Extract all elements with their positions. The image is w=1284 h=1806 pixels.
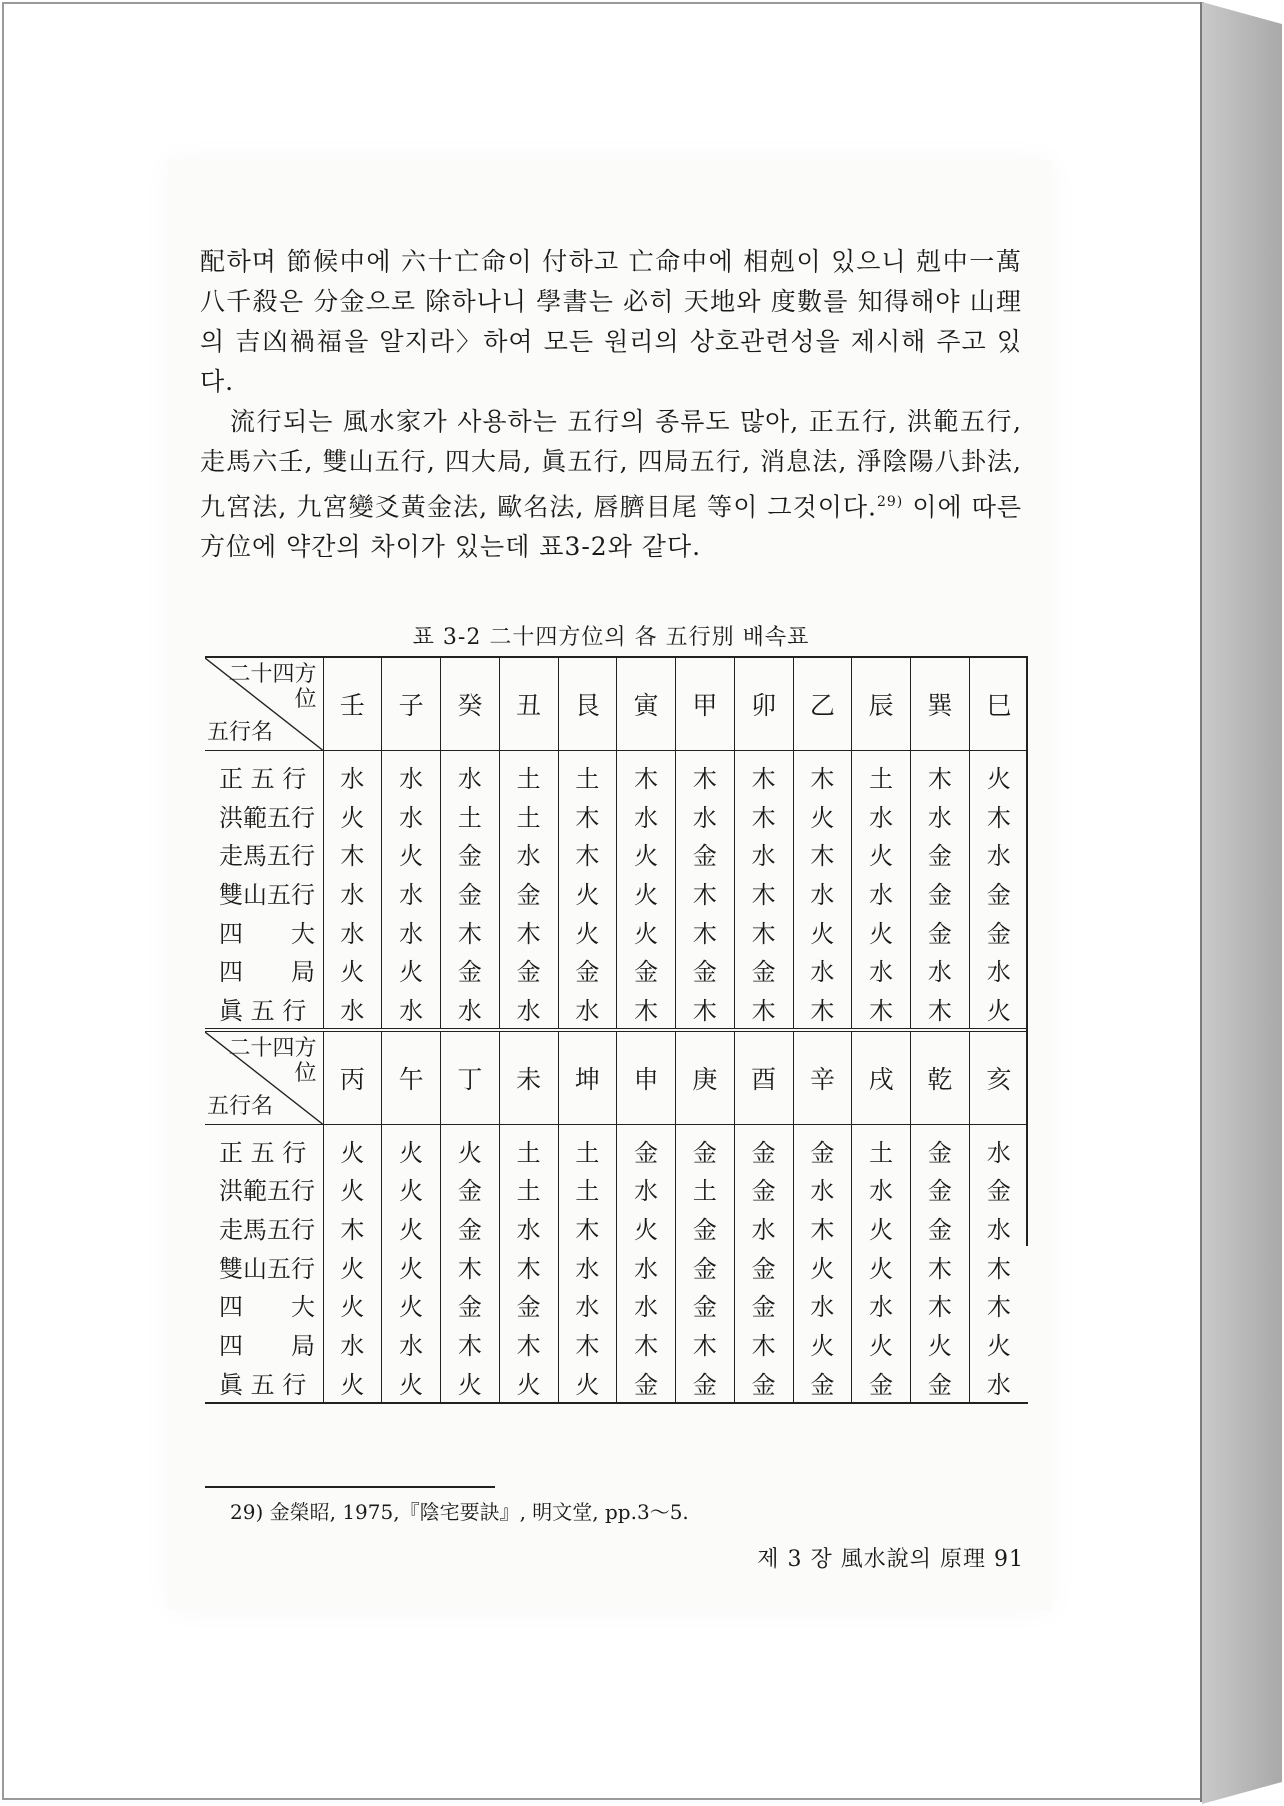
direction-header-cell: 巳 (969, 657, 1028, 751)
direction-header-cell: 亥 (969, 1030, 1028, 1125)
element-cell: 金 (734, 1286, 793, 1325)
element-row (205, 757, 1028, 796)
element-cell: 水 (969, 950, 1028, 989)
table-caption: 표 3-2 二十四方位의 各 五行別 배속표 (412, 625, 810, 650)
element-cell: 木 (793, 834, 852, 873)
element-row (205, 1363, 1028, 1403)
element-cell: 火 (323, 950, 382, 989)
element-cell: 土 (558, 1170, 617, 1209)
element-cell: 金 (734, 1131, 793, 1170)
direction-header-cell: 丁 (441, 1030, 500, 1125)
element-cell: 水 (499, 1208, 558, 1247)
element-cell: 金 (676, 1286, 735, 1325)
element-cell: 水 (911, 950, 970, 989)
element-cell: 金 (676, 1131, 735, 1170)
element-cell: 火 (852, 834, 911, 873)
element-cell: 金 (969, 912, 1028, 951)
element-cell: 金 (911, 1208, 970, 1247)
element-row (205, 1170, 1028, 1209)
element-cell: 水 (676, 796, 735, 835)
element-cell: 水 (323, 757, 382, 796)
element-row (205, 950, 1028, 989)
element-cell: 木 (499, 1324, 558, 1363)
element-cell: 火 (911, 1324, 970, 1363)
element-cell: 金 (499, 1286, 558, 1325)
direction-header-cell: 丑 (499, 657, 558, 751)
direction-header-cell: 癸 (441, 657, 500, 751)
element-cell: 水 (617, 796, 676, 835)
direction-header-cell: 壬 (323, 657, 382, 751)
direction-header-cell: 午 (382, 1030, 441, 1125)
element-cell: 土 (558, 757, 617, 796)
element-cell: 水 (382, 757, 441, 796)
element-cell: 水 (852, 873, 911, 912)
element-cell: 金 (911, 1363, 970, 1403)
element-cell: 火 (852, 1247, 911, 1286)
paragraph-2-tail: 이에 따른 方位에 약간의 차이가 있는데 표3-2와 같다. (200, 492, 1022, 562)
element-cell: 金 (617, 1131, 676, 1170)
footnote-reference: 29) (876, 494, 904, 510)
direction-header-cell: 辰 (852, 657, 911, 751)
element-cell: 火 (323, 1170, 382, 1209)
element-cell: 水 (969, 1131, 1028, 1170)
element-cell: 木 (793, 1208, 852, 1247)
element-row (205, 989, 1028, 1030)
element-cell: 金 (441, 1208, 500, 1247)
footnote: 29) 金榮昭, 1975,『陰宅要訣』, 明文堂, pp.3〜5. (230, 1500, 689, 1524)
element-cell: 水 (323, 912, 382, 951)
element-cell: 木 (499, 912, 558, 951)
row-label: 四 局 (219, 958, 315, 987)
element-cell: 木 (969, 1247, 1028, 1286)
corner-header-cell (205, 657, 323, 751)
element-cell: 木 (617, 757, 676, 796)
row-label: 正 五 行 (219, 1138, 307, 1167)
element-cell: 金 (969, 873, 1028, 912)
element-row (205, 796, 1028, 835)
row-label: 正 五 行 (219, 764, 307, 793)
element-cell: 火 (793, 912, 852, 951)
element-cell: 火 (382, 834, 441, 873)
row-label: 走馬五行 (219, 842, 315, 871)
element-cell: 火 (323, 796, 382, 835)
element-cell: 金 (441, 873, 500, 912)
paragraph-1: 配하며 節候中에 六十亡命이 付하고 亡命中에 相剋이 있으니 剋中一萬八千殺은 分金으로 除하나니 學書는 必히 天地와 度數를 知得해야 山理의 吉凶禍福을 알지라〉하여 모든 원리의 상호관련성을 제시해 주고 있다. (200, 247, 1022, 396)
element-row (205, 1247, 1028, 1286)
direction-header-cell: 巽 (911, 657, 970, 751)
row-label: 雙山五行 (219, 1254, 315, 1283)
element-cell: 水 (734, 834, 793, 873)
element-cell: 木 (558, 1324, 617, 1363)
element-cell: 木 (617, 1324, 676, 1363)
element-cell: 木 (911, 1286, 970, 1325)
element-cell: 木 (734, 989, 793, 1030)
element-cell: 火 (793, 1324, 852, 1363)
element-cell: 土 (499, 1170, 558, 1209)
element-cell: 木 (969, 796, 1028, 835)
row-label: 四 局 (219, 1332, 315, 1361)
element-cell: 火 (793, 796, 852, 835)
direction-header-cell: 坤 (558, 1030, 617, 1125)
element-cell: 水 (852, 1170, 911, 1209)
element-cell: 水 (382, 1324, 441, 1363)
element-row (205, 873, 1028, 912)
element-cell: 水 (441, 757, 500, 796)
element-cell: 金 (911, 912, 970, 951)
element-cell: 火 (382, 1170, 441, 1209)
element-cell: 木 (676, 989, 735, 1030)
element-cell: 金 (969, 1170, 1028, 1209)
element-cell: 水 (793, 950, 852, 989)
element-cell: 金 (734, 1363, 793, 1403)
element-cell: 土 (499, 796, 558, 835)
element-cell: 水 (852, 1286, 911, 1325)
element-cell: 木 (676, 1324, 735, 1363)
direction-header-cell: 戌 (852, 1030, 911, 1125)
element-cell: 火 (558, 1363, 617, 1403)
element-row (205, 834, 1028, 873)
element-cell: 火 (499, 1363, 558, 1403)
element-cell: 水 (558, 989, 617, 1030)
element-cell: 火 (382, 1208, 441, 1247)
element-cell: 水 (793, 1170, 852, 1209)
element-cell: 火 (441, 1363, 500, 1403)
element-cell: 水 (382, 796, 441, 835)
element-row (205, 912, 1028, 951)
element-cell: 火 (382, 950, 441, 989)
element-cell: 火 (617, 912, 676, 951)
element-cell: 金 (676, 1247, 735, 1286)
direction-header-cell: 乾 (911, 1030, 970, 1125)
element-cell: 木 (793, 757, 852, 796)
element-cell: 水 (499, 834, 558, 873)
element-cell: 火 (382, 1131, 441, 1170)
element-cell: 水 (617, 1247, 676, 1286)
element-cell: 火 (558, 912, 617, 951)
element-cell: 金 (911, 1131, 970, 1170)
direction-header-cell: 辛 (793, 1030, 852, 1125)
corner-label-element: 五行名 (207, 720, 274, 745)
element-cell: 金 (676, 950, 735, 989)
element-cell: 火 (852, 1208, 911, 1247)
element-cell: 水 (499, 989, 558, 1030)
element-cell: 火 (323, 1131, 382, 1170)
element-cell: 木 (558, 834, 617, 873)
element-cell: 水 (793, 1286, 852, 1325)
element-cell: 火 (323, 1363, 382, 1403)
element-cell: 木 (323, 1208, 382, 1247)
element-cell: 土 (558, 1131, 617, 1170)
element-cell: 金 (617, 1363, 676, 1403)
element-cell: 金 (441, 950, 500, 989)
element-cell: 金 (852, 1363, 911, 1403)
element-cell: 水 (617, 1286, 676, 1325)
corner-label-direction: 二十四方 位 (228, 1035, 317, 1086)
element-cell: 木 (558, 1208, 617, 1247)
element-cell: 水 (323, 873, 382, 912)
row-label: 洪範五行 (219, 1177, 315, 1206)
element-row (205, 1208, 1028, 1247)
five-elements-table (205, 656, 1028, 1404)
element-cell: 火 (793, 1247, 852, 1286)
element-cell: 火 (969, 1324, 1028, 1363)
element-cell: 木 (734, 1324, 793, 1363)
element-cell: 水 (911, 796, 970, 835)
element-cell: 金 (734, 1247, 793, 1286)
element-cell: 土 (852, 1131, 911, 1170)
element-cell: 火 (852, 912, 911, 951)
direction-header-cell: 申 (617, 1030, 676, 1125)
direction-header-cell: 卯 (734, 657, 793, 751)
element-cell: 金 (676, 1363, 735, 1403)
element-cell: 火 (969, 989, 1028, 1030)
paragraph-2-text: 流行되는 風水家가 사용하는 五行의 종류도 많아, 正五行, 洪範五行, 走馬六壬, 雙山五行, 四大局, 眞五行, 四局五行, 消息法, 淨陰陽八卦法, 九宮法, 九宮變爻黃金法, 歐名法, 唇臍目尾 等이 그것이다. (200, 407, 1022, 522)
corner-header-cell (205, 1030, 323, 1125)
row-label: 眞 五 行 (219, 996, 307, 1025)
corner-label-element: 五行名 (207, 1093, 274, 1119)
element-cell: 金 (793, 1363, 852, 1403)
element-cell: 火 (382, 1247, 441, 1286)
element-cell: 水 (734, 1208, 793, 1247)
element-cell: 木 (441, 1324, 500, 1363)
direction-header-cell: 甲 (676, 657, 735, 751)
row-label: 四 大 (219, 919, 315, 948)
element-cell: 木 (676, 757, 735, 796)
element-cell: 土 (499, 1131, 558, 1170)
element-row (205, 1324, 1028, 1363)
footnote-rule (205, 1486, 495, 1488)
element-cell: 金 (911, 873, 970, 912)
element-cell: 木 (323, 834, 382, 873)
direction-header-row (205, 1030, 1028, 1125)
element-cell: 木 (558, 796, 617, 835)
element-cell: 火 (617, 873, 676, 912)
element-cell: 木 (617, 989, 676, 1030)
direction-header-cell: 未 (499, 1030, 558, 1125)
element-cell: 水 (441, 989, 500, 1030)
element-cell: 水 (969, 1208, 1028, 1247)
element-cell: 金 (911, 1170, 970, 1209)
element-cell: 土 (499, 757, 558, 796)
element-cell: 金 (793, 1131, 852, 1170)
element-cell: 木 (676, 912, 735, 951)
element-cell: 木 (734, 873, 793, 912)
element-cell: 水 (617, 1170, 676, 1209)
element-cell: 金 (499, 950, 558, 989)
direction-header-cell: 乙 (793, 657, 852, 751)
direction-header-cell: 寅 (617, 657, 676, 751)
direction-header-cell: 子 (382, 657, 441, 751)
element-cell: 火 (382, 1286, 441, 1325)
row-label: 走馬五行 (219, 1216, 315, 1245)
paragraph-2 (200, 402, 1022, 567)
element-cell: 金 (734, 950, 793, 989)
element-cell: 木 (793, 989, 852, 1030)
body-text (200, 242, 1022, 567)
direction-header-cell: 庚 (676, 1030, 735, 1125)
element-cell: 木 (734, 912, 793, 951)
row-label: 雙山五行 (219, 880, 315, 909)
direction-header-cell: 丙 (323, 1030, 382, 1125)
element-cell: 水 (852, 950, 911, 989)
element-cell: 金 (441, 1286, 500, 1325)
element-cell: 水 (323, 1324, 382, 1363)
element-cell: 火 (558, 873, 617, 912)
element-cell: 水 (382, 912, 441, 951)
element-cell: 火 (852, 1324, 911, 1363)
element-cell: 水 (969, 834, 1028, 873)
element-cell: 木 (852, 989, 911, 1030)
element-cell: 金 (617, 950, 676, 989)
table-right-border (1026, 658, 1028, 1246)
element-row (205, 1286, 1028, 1325)
element-cell: 金 (676, 834, 735, 873)
element-cell: 水 (558, 1247, 617, 1286)
direction-header-row (205, 657, 1028, 751)
element-cell: 水 (323, 989, 382, 1030)
element-cell: 水 (852, 796, 911, 835)
element-cell: 金 (441, 834, 500, 873)
element-cell: 水 (558, 1286, 617, 1325)
element-cell: 金 (441, 1170, 500, 1209)
element-cell: 木 (911, 989, 970, 1030)
corner-label-direction: 二十四方 位 (228, 662, 317, 712)
element-cell: 火 (382, 1363, 441, 1403)
element-cell: 木 (441, 1247, 500, 1286)
direction-header-cell: 艮 (558, 657, 617, 751)
element-cell: 土 (676, 1170, 735, 1209)
element-cell: 金 (499, 873, 558, 912)
direction-header-cell: 酉 (734, 1030, 793, 1125)
element-cell: 金 (558, 950, 617, 989)
element-cell: 金 (734, 1170, 793, 1209)
element-cell: 土 (852, 757, 911, 796)
element-cell: 水 (793, 873, 852, 912)
element-cell: 水 (969, 1363, 1028, 1403)
running-footer: 제 3 장 風水說의 原理 91 (757, 1547, 1024, 1572)
element-cell: 土 (441, 796, 500, 835)
element-cell: 水 (382, 989, 441, 1030)
element-cell: 木 (676, 873, 735, 912)
element-cell: 木 (969, 1286, 1028, 1325)
element-cell: 木 (911, 757, 970, 796)
element-cell: 金 (676, 1208, 735, 1247)
element-cell: 金 (911, 834, 970, 873)
element-cell: 火 (441, 1131, 500, 1170)
element-row (205, 1131, 1028, 1170)
element-cell: 木 (911, 1247, 970, 1286)
element-cell: 木 (734, 757, 793, 796)
page-thickness-edge (1202, 2, 1282, 1804)
element-cell: 火 (969, 757, 1028, 796)
element-cell: 火 (617, 1208, 676, 1247)
element-cell: 火 (323, 1286, 382, 1325)
element-cell: 木 (734, 796, 793, 835)
element-cell: 木 (499, 1247, 558, 1286)
row-label: 眞 五 行 (205, 1363, 323, 1403)
element-cell: 火 (617, 834, 676, 873)
element-cell: 木 (441, 912, 500, 951)
row-label: 洪範五行 (219, 803, 315, 832)
element-cell: 水 (382, 873, 441, 912)
element-cell: 火 (323, 1247, 382, 1286)
row-label: 四 大 (219, 1293, 315, 1322)
